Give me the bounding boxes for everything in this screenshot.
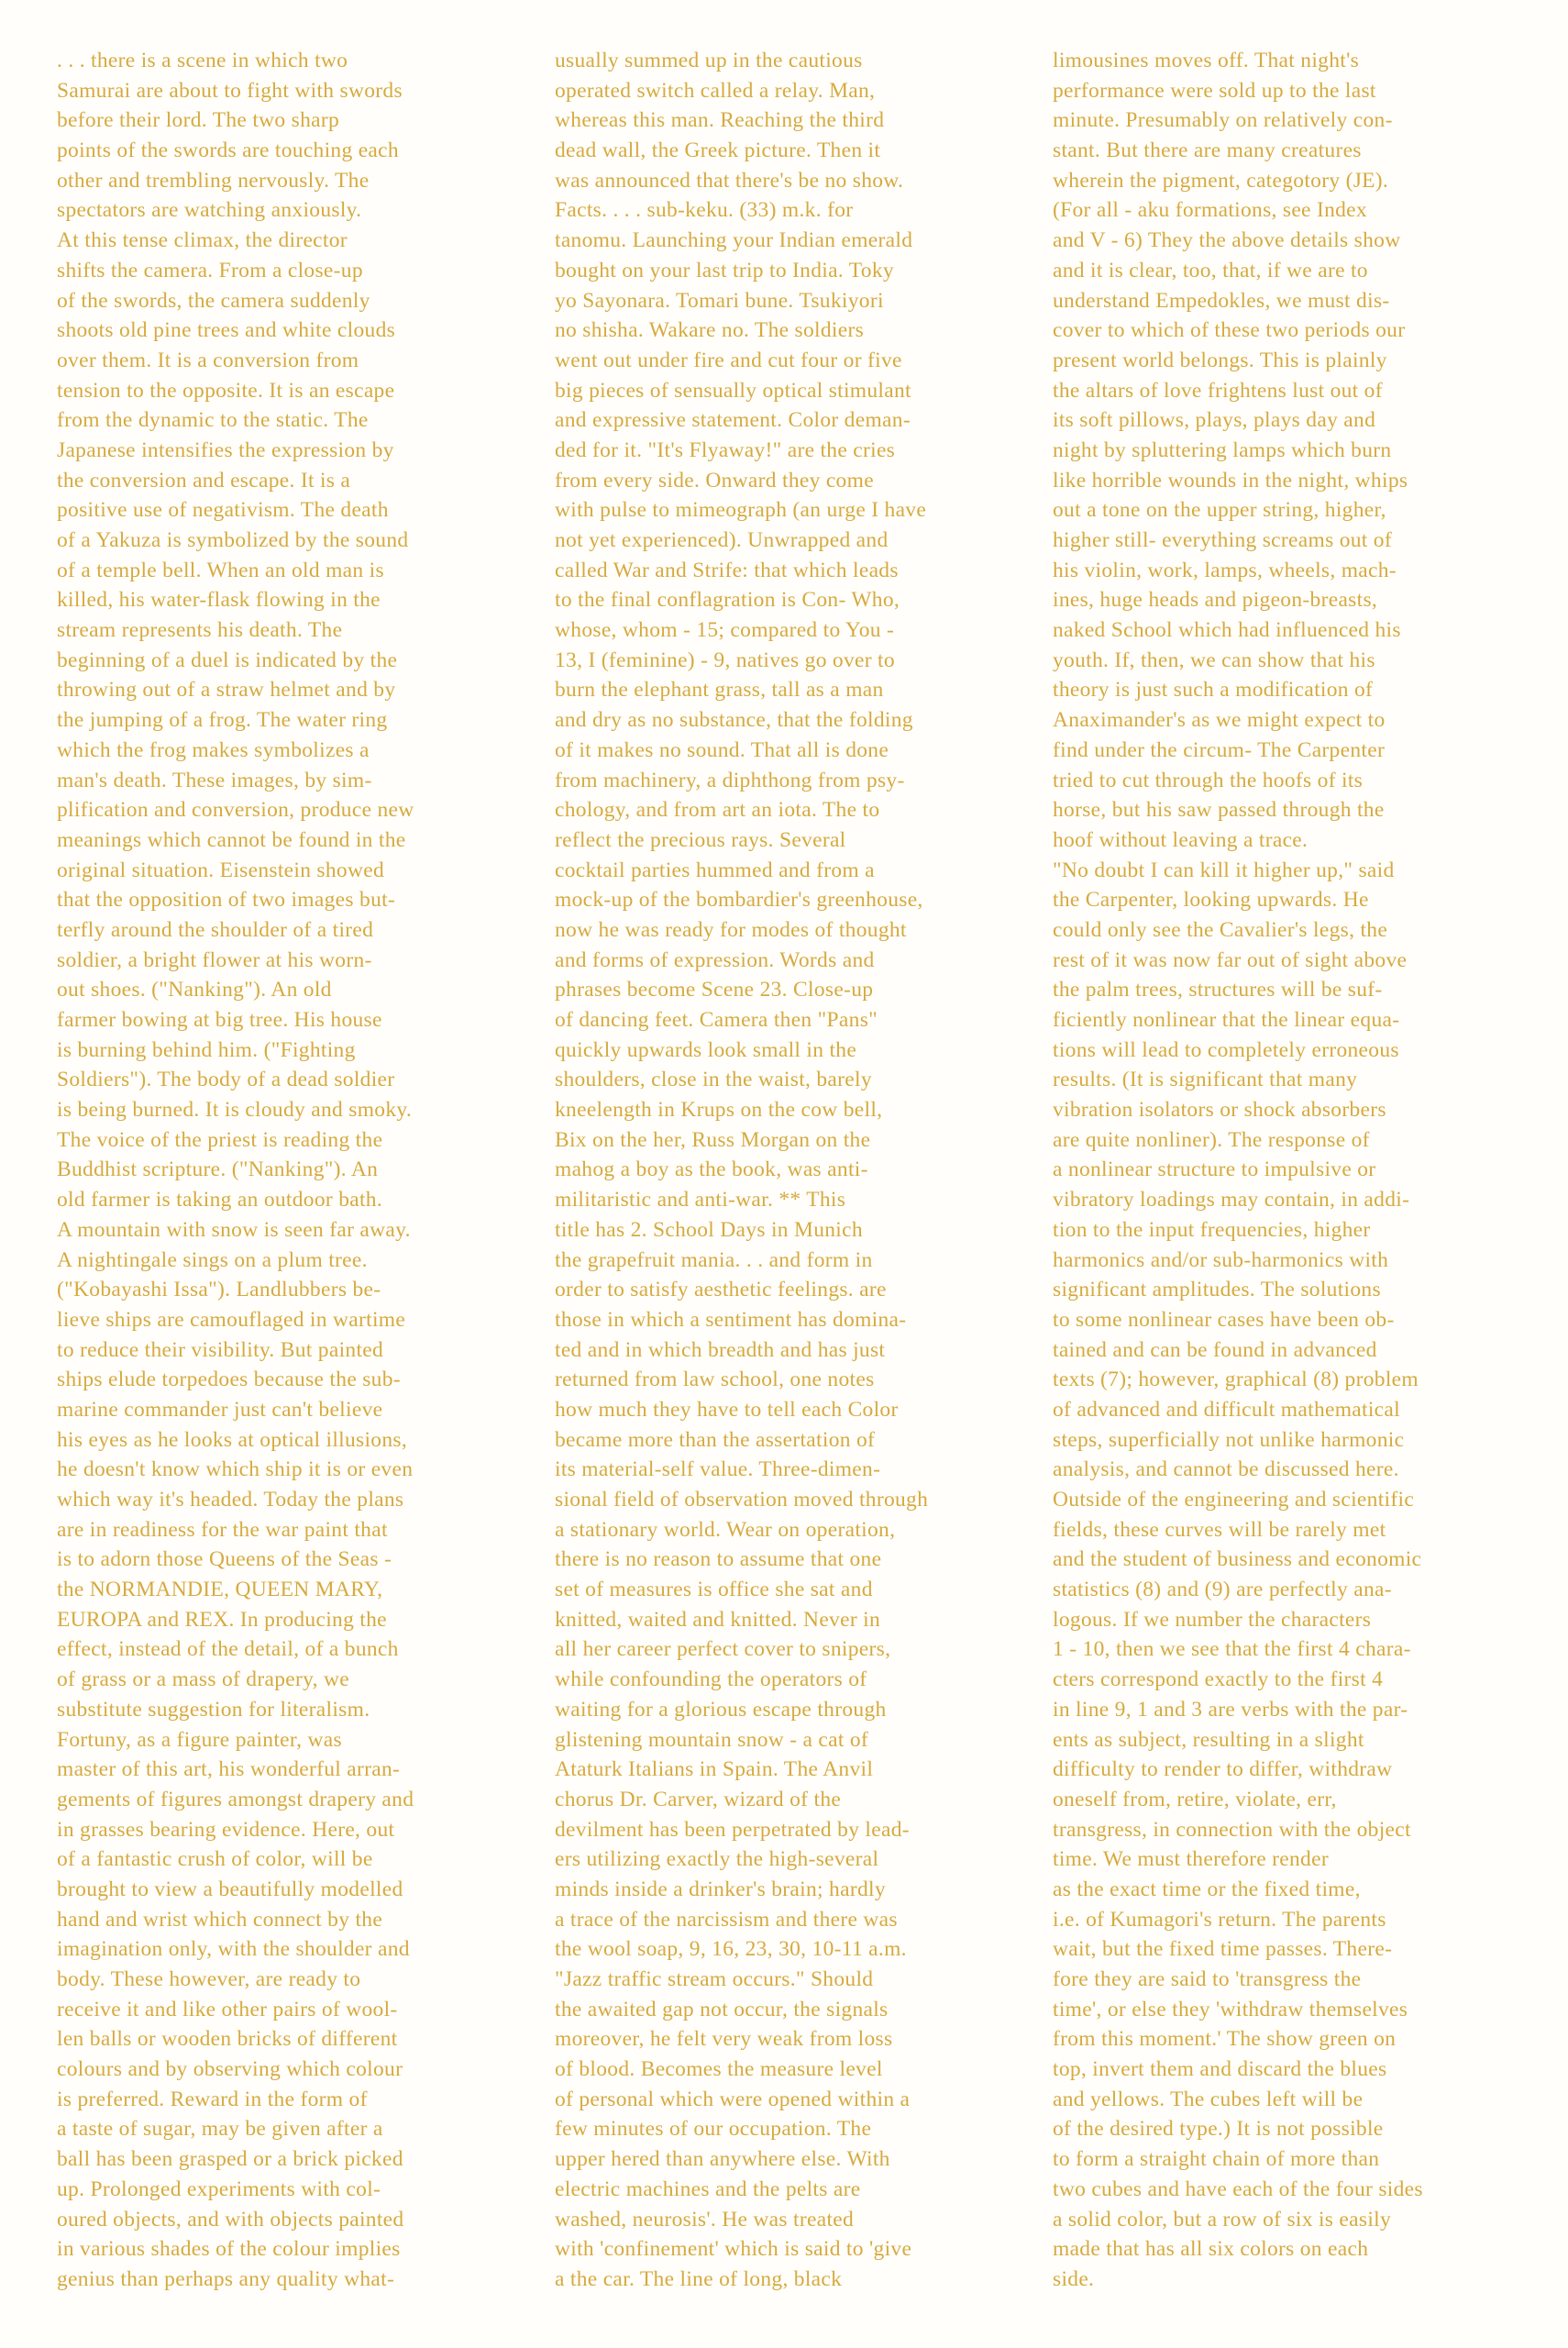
text-line: a trace of the narcissism and there was: [555, 1907, 898, 1932]
text-line: from the dynamic to the static. The: [57, 408, 369, 433]
text-line: ted and in which breadth and has just: [555, 1337, 886, 1362]
text-line: killed, his water-flask flowing in the: [57, 588, 381, 613]
text-line: upper hered than anywhere else. With: [555, 2147, 890, 2172]
text-line: with 'confinement' which is said to 'give: [555, 2237, 912, 2262]
text-line: EUROPA and REX. In producing the: [57, 1607, 387, 1632]
text-line: fields, these curves will be rarely met: [1053, 1517, 1386, 1542]
text-line: the palm trees, structures will be suf-: [1053, 978, 1383, 1002]
text-line: Fortuny, as a figure painter, was: [57, 1727, 342, 1752]
text-line: his eyes as he looks at optical illusions,: [57, 1427, 408, 1452]
text-line: minute. Presumably on relatively con-: [1053, 108, 1393, 133]
text-line: of grass or a mass of drapery, we: [57, 1667, 349, 1692]
text-line: meanings which cannot be found in the: [57, 827, 406, 852]
text-line: order to satisfy aesthetic feelings. are: [555, 1278, 887, 1302]
text-line: steps, superficially not unlike harmonic: [1053, 1427, 1405, 1452]
text-line: bought on your last trip to India. Toky: [555, 258, 894, 282]
text-line: made that has all six colors on each: [1053, 2237, 1369, 2262]
text-line: minds inside a drinker's brain; hardly: [555, 1877, 886, 1901]
text-line: those in which a sentiment has domina-: [555, 1307, 907, 1332]
text-line: and forms of expression. Words and: [555, 947, 875, 972]
text-line: its material-self value. Three-dimen-: [555, 1457, 881, 1482]
text-line: Soldiers"). The body of a dead soldier: [57, 1068, 395, 1092]
text-line: reflect the precious rays. Several: [555, 827, 846, 852]
text-line: shoots old pine trees and white clouds: [57, 318, 396, 343]
text-line: Ataturk Italians in Spain. The Anvil: [555, 1757, 874, 1782]
text-line: 13, I (feminine) - 9, natives go over to: [555, 648, 895, 672]
text-line: (For all - aku formations, see Index: [1053, 198, 1367, 223]
text-line: a solid color, but a row of six is easily: [1053, 2207, 1392, 2232]
text-line: marine commander just can't believe: [57, 1397, 383, 1422]
text-line: ("Kobayashi Issa"). Landlubbers be-: [57, 1278, 381, 1302]
text-line: Buddhist scripture. ("Nanking"). An: [57, 1157, 379, 1182]
text-line: statistics (8) and (9) are perfectly ana-: [1053, 1578, 1392, 1602]
text-line: i.e. of Kumagori's return. The parents: [1053, 1907, 1386, 1932]
text-line: is being burned. It is cloudy and smoky.: [57, 1098, 413, 1123]
text-line: hoof without leaving a trace.: [1053, 827, 1309, 852]
text-line: returned from law school, one notes: [555, 1368, 875, 1392]
text-line: farmer bowing at big tree. His house: [57, 1008, 382, 1032]
text-line: old farmer is taking an outdoor bath.: [57, 1188, 383, 1213]
text-line: a nonlinear structure to impulsive or: [1053, 1157, 1376, 1182]
text-line: man's death. These images, by sim-: [57, 768, 372, 792]
text-line: A nightingale sings on a plum tree.: [57, 1247, 368, 1272]
text-line: all her career perfect cover to snipers,: [555, 1637, 891, 1662]
text-line: the altars of love frightens lust out of: [1053, 378, 1383, 403]
text-line: of dancing feet. Camera then "Pans": [555, 1008, 878, 1032]
text-line: and it is clear, too, that, if we are to: [1053, 258, 1368, 282]
text-column-1: [57, 46, 534, 2295]
text-line: points of the swords are touching each: [57, 138, 399, 163]
text-line: two cubes and have each of the four sides: [1053, 2176, 1423, 2201]
text-line: wait, but the fixed time passes. There-: [1053, 1937, 1393, 1962]
text-line: sional field of observation moved through: [555, 1488, 929, 1512]
text-line: like horrible wounds in the night, whips: [1053, 468, 1408, 493]
text-line: ents as subject, resulting in a slight: [1053, 1727, 1364, 1752]
text-line: . . . there is a scene in which two: [57, 49, 348, 72]
text-line: positive use of negativism. The death: [57, 498, 389, 523]
text-line: now he was ready for modes of thought: [555, 917, 907, 942]
text-line: tions will lead to completely erroneous: [1053, 1037, 1399, 1062]
text-line: rest of it was now far out of sight above: [1053, 947, 1408, 972]
text-line: The voice of the priest is reading the: [57, 1127, 383, 1152]
text-line: was announced that there's be no show.: [555, 168, 904, 193]
text-line: terfly around the shoulder of a tired: [57, 917, 374, 942]
text-line: are quite nonliner). The response of: [1053, 1127, 1370, 1152]
text-line: from every side. Onward they come: [555, 468, 874, 493]
text-line: ines, huge heads and pigeon-breasts,: [1053, 588, 1378, 613]
text-line: imagination only, with the shoulder and: [57, 1937, 410, 1962]
text-line: how much they have to tell each Color: [555, 1397, 899, 1422]
text-line: knitted, waited and knitted. Never in: [555, 1607, 881, 1632]
text-line: which the frog makes symbolizes a: [57, 737, 370, 762]
text-line: and the student of business and economic: [1053, 1547, 1422, 1572]
text-line: "Jazz traffic stream occurs." Should: [555, 1967, 874, 1991]
text-line: present world belongs. This is plainly: [1053, 348, 1387, 372]
text-line: usually summed up in the cautious: [555, 49, 863, 72]
text-line: of it makes no sound. That all is done: [555, 737, 889, 762]
text-line: hand and wrist which connect by the: [57, 1907, 383, 1932]
text-line: soldier, a bright flower at his worn-: [57, 947, 372, 972]
text-line: logous. If we number the characters: [1053, 1607, 1372, 1632]
text-line: limousines moves off. That night's: [1053, 49, 1360, 72]
text-line: the awaited gap not occur, the signals: [555, 1997, 889, 2021]
text-line: the conversion and escape. It is a: [57, 468, 351, 493]
text-line: title has 2. School Days in Munich: [555, 1217, 863, 1242]
text-line: original situation. Eisenstein showed: [57, 858, 385, 882]
text-line: and expressive statement. Color deman-: [555, 408, 911, 433]
text-line: fore they are said to 'transgress the: [1053, 1967, 1362, 1991]
text-line: and dry as no substance, that the folding: [555, 708, 913, 733]
text-line: there is no reason to assume that one: [555, 1547, 882, 1572]
text-line: from this moment.' The show green on: [1053, 2027, 1397, 2052]
text-line: called War and Strife: that which leads: [555, 558, 899, 582]
text-line: to form a straight chain of more than: [1053, 2147, 1380, 2172]
text-line: "No doubt I can kill it higher up," said: [1053, 858, 1395, 882]
text-line: became more than the assertation of: [555, 1427, 876, 1452]
text-line: At this tense climax, the director: [57, 228, 348, 253]
text-line: is burning behind him. ("Fighting: [57, 1037, 356, 1062]
text-line: could only see the Cavalier's legs, the: [1053, 917, 1388, 942]
text-line: before their lord. The two sharp: [57, 108, 340, 133]
text-line: of a fantastic crush of color, will be: [57, 1847, 373, 1872]
text-line: shoulders, close in the waist, barely: [555, 1068, 872, 1092]
text-line: is to adorn those Queens of the Seas -: [57, 1547, 392, 1572]
text-line: of personal which were opened within a: [555, 2087, 911, 2111]
text-line: which way it's headed. Today the plans: [57, 1488, 404, 1512]
text-line: stant. But there are many creatures: [1053, 138, 1362, 163]
text-line: transgress, in connection with the object: [1053, 1817, 1411, 1842]
text-line: a the car. The line of long, black: [555, 2266, 843, 2291]
text-line: is preferred. Reward in the form of: [57, 2087, 368, 2111]
text-line: yo Sayonara. Tomari bune. Tsukiyori: [555, 288, 884, 313]
text-line: operated switch called a relay. Man,: [555, 78, 876, 103]
text-line: the Carpenter, looking upwards. He: [1053, 888, 1369, 913]
text-line: tion to the input frequencies, higher: [1053, 1217, 1371, 1242]
text-line: oneself from, retire, violate, err,: [1053, 1787, 1337, 1811]
text-line: he doesn't know which ship it is or even: [57, 1457, 414, 1482]
text-line: its soft pillows, plays, plays day and: [1053, 408, 1376, 433]
text-line: mock-up of the bombardier's greenhouse,: [555, 888, 923, 913]
text-line: of advanced and difficult mathematical: [1053, 1397, 1400, 1422]
text-line: ded for it. "It's Flyaway!" are the cries: [555, 437, 896, 462]
text-line: dead wall, the Greek picture. Then it: [555, 138, 881, 163]
text-line: devilment has been perpetrated by lead-: [555, 1817, 910, 1842]
text-line: Samurai are about to fight with swords: [57, 78, 403, 103]
text-line: significant amplitudes. The solutions: [1053, 1278, 1381, 1302]
text-line: body. These however, are ready to: [57, 1967, 361, 1991]
text-line: horse, but his saw passed through the: [1053, 798, 1385, 823]
text-line: 1 - 10, then we see that the first 4 chara-: [1053, 1637, 1411, 1662]
text-line: wherein the pigment, categotory (JE).: [1053, 168, 1389, 193]
text-line: time', or else they 'withdraw themselves: [1053, 1997, 1408, 2021]
text-line: up. Prolonged experiments with col-: [57, 2176, 381, 2201]
text-line: lieve ships are camouflaged in wartime: [57, 1307, 406, 1332]
text-line: of a temple bell. When an old man is: [57, 558, 384, 582]
text-line: brought to view a beautifully modelled: [57, 1877, 403, 1901]
text-line: as the exact time or the fixed time,: [1053, 1877, 1361, 1901]
text-column-3: [1053, 46, 1548, 2295]
text-line: that the opposition of two images but-: [57, 888, 396, 913]
text-line: master of this art, his wonderful arran-: [57, 1757, 401, 1782]
text-line: spectators are watching anxiously.: [57, 198, 362, 223]
text-line: performance were sold up to the last: [1053, 78, 1376, 103]
text-line: vibratory loadings may contain, in addi-: [1053, 1188, 1410, 1213]
text-line: youth. If, then, we can show that his: [1053, 648, 1375, 672]
text-line: Anaximander's as we might expect to: [1053, 708, 1386, 733]
text-line: tension to the opposite. It is an escape: [57, 378, 395, 403]
text-line: burn the elephant grass, tall as a man: [555, 678, 884, 703]
text-line: ficiently nonlinear that the linear equa-: [1053, 1008, 1400, 1032]
text-column-2: [555, 46, 1045, 2295]
text-line: difficulty to render to differ, withdraw: [1053, 1757, 1393, 1782]
text-line: Facts. . . . sub-keku. (33) m.k. for: [555, 198, 854, 223]
text-line: results. (It is significant that many: [1053, 1068, 1358, 1092]
text-line: higher still- everything screams out of: [1053, 528, 1392, 552]
text-line: ers utilizing exactly the high-several: [555, 1847, 879, 1872]
text-line: tried to cut through the hoofs of its: [1053, 768, 1364, 792]
text-line: whose, whom - 15; compared to You -: [555, 618, 895, 643]
text-line: night by spluttering lamps which burn: [1053, 437, 1392, 462]
text-line: stream represents his death. The: [57, 618, 343, 643]
text-line: ball has been grasped or a brick picked: [57, 2147, 403, 2172]
text-line: receive it and like other pairs of wool-: [57, 1997, 398, 2021]
text-line: to reduce their visibility. But painted: [57, 1337, 384, 1362]
text-line: genius than perhaps any quality what-: [57, 2266, 395, 2291]
text-line: whereas this man. Reaching the third: [555, 108, 885, 133]
text-line: mahog a boy as the book, was anti-: [555, 1157, 868, 1182]
text-line: other and trembling nervously. The: [57, 168, 370, 193]
text-line: and V - 6) They the above details show: [1053, 228, 1401, 253]
text-line: of a Yakuza is symbolized by the sound: [57, 528, 409, 552]
text-line: from machinery, a diphthong from psy-: [555, 768, 905, 792]
text-line: len balls or wooden bricks of different: [57, 2027, 398, 2052]
text-line: theory is just such a modification of: [1053, 678, 1374, 703]
text-line: substitute suggestion for literalism.: [57, 1697, 370, 1722]
text-line: out shoes. ("Nanking"). An old: [57, 978, 332, 1002]
text-line: the jumping of a frog. The water ring: [57, 708, 388, 733]
text-line: chology, and from art an iota. The to: [555, 798, 880, 823]
text-line: cters correspond exactly to the first 4: [1053, 1667, 1384, 1692]
text-line: vibration isolators or shock absorbers: [1053, 1098, 1386, 1123]
text-line: over them. It is a conversion from: [57, 348, 359, 372]
text-line: of the desired type.) It is not possible: [1053, 2117, 1384, 2142]
text-line: Japanese intensifies the expression by: [57, 437, 394, 462]
text-line: washed, neurosis'. He was treated: [555, 2207, 855, 2232]
text-line: ships elude torpedoes because the sub-: [57, 1368, 401, 1392]
text-line: of the swords, the camera suddenly: [57, 288, 370, 313]
text-line: Bix on the her, Russ Morgan on the: [555, 1127, 871, 1152]
text-line: and yellows. The cubes left will be: [1053, 2087, 1364, 2111]
text-line: with pulse to mimeograph (an urge I have: [555, 498, 927, 523]
text-line: moreover, he felt very weak from loss: [555, 2027, 893, 2052]
text-line: effect, instead of the detail, of a bunch: [57, 1637, 399, 1662]
text-line: while confounding the operators of: [555, 1667, 867, 1692]
text-line: oured objects, and with objects painted: [57, 2207, 404, 2232]
text-line: colours and by observing which colour: [57, 2057, 403, 2082]
text-line: texts (7); however, graphical (8) problem: [1053, 1368, 1419, 1392]
text-line: waiting for a glorious escape through: [555, 1697, 887, 1722]
text-line: militaristic and anti-war. ** This: [555, 1188, 846, 1213]
text-line: the grapefruit mania. . . and form in: [555, 1247, 873, 1272]
text-line: kneelength in Krups on the cow bell,: [555, 1098, 883, 1123]
text-line: his violin, work, lamps, wheels, mach-: [1053, 558, 1397, 582]
text-line: set of measures is office she sat and: [555, 1578, 873, 1602]
text-line: top, invert them and discard the blues: [1053, 2057, 1387, 2082]
text-line: harmonics and/or sub-harmonics with: [1053, 1247, 1389, 1272]
text-line: beginning of a duel is indicated by the: [57, 648, 398, 672]
text-line: in grasses bearing evidence. Here, out: [57, 1817, 395, 1842]
text-line: plification and conversion, produce new: [57, 798, 414, 823]
text-line: cover to which of these two periods our: [1053, 318, 1406, 343]
text-line: tanomu. Launching your Indian emerald: [555, 228, 913, 253]
text-line: to the final conflagration is Con- Who,: [555, 588, 900, 613]
text-line: of blood. Becomes the measure level: [555, 2057, 883, 2082]
text-line: naked School which had influenced his: [1053, 618, 1401, 643]
text-line: glistening mountain snow - a cat of: [555, 1727, 869, 1752]
text-line: are in readiness for the war paint that: [57, 1517, 388, 1542]
text-line: throwing out of a straw helmet and by: [57, 678, 396, 703]
text-line: gements of figures amongst drapery and: [57, 1787, 414, 1811]
text-line: chorus Dr. Carver, wizard of the: [555, 1787, 842, 1811]
text-line: in line 9, 1 and 3 are verbs with the par-: [1053, 1697, 1408, 1722]
text-line: Outside of the engineering and scientific: [1053, 1488, 1415, 1512]
text-line: A mountain with snow is seen far away.: [57, 1217, 411, 1242]
text-line: to some nonlinear cases have been ob-: [1053, 1307, 1395, 1332]
text-line: phrases become Scene 23. Close-up: [555, 978, 874, 1002]
text-line: not yet experienced). Unwrapped and: [555, 528, 889, 552]
text-line: no shisha. Wakare no. The soldiers: [555, 318, 865, 343]
text-line: the wool soap, 9, 16, 23, 30, 10-11 a.m.: [555, 1937, 907, 1962]
text-line: find under the circum- The Carpenter: [1053, 737, 1386, 762]
text-line: understand Empedokles, we must dis-: [1053, 288, 1390, 313]
text-line: few minutes of our occupation. The: [555, 2117, 872, 2142]
text-line: cocktail parties hummed and from a: [555, 858, 875, 882]
text-line: electric machines and the pelts are: [555, 2176, 861, 2201]
text-line: side.: [1053, 2266, 1095, 2291]
text-line: analysis, and cannot be discussed here.: [1053, 1457, 1399, 1482]
text-line: went out under fire and cut four or five: [555, 348, 902, 372]
text-line: time. We must therefore render: [1053, 1847, 1329, 1872]
text-line: tained and can be found in advanced: [1053, 1337, 1377, 1362]
text-line: big pieces of sensually optical stimulant: [555, 378, 911, 403]
text-line: out a tone on the upper string, higher,: [1053, 498, 1386, 523]
text-line: shifts the camera. From a close-up: [57, 258, 363, 282]
text-line: quickly upwards look small in the: [555, 1037, 857, 1062]
text-line: the NORMANDIE, QUEEN MARY,: [57, 1578, 383, 1602]
text-line: a stationary world. Wear on operation,: [555, 1517, 896, 1542]
text-line: a taste of sugar, may be given after a: [57, 2117, 383, 2142]
text-line: in various shades of the colour implies: [57, 2237, 401, 2262]
